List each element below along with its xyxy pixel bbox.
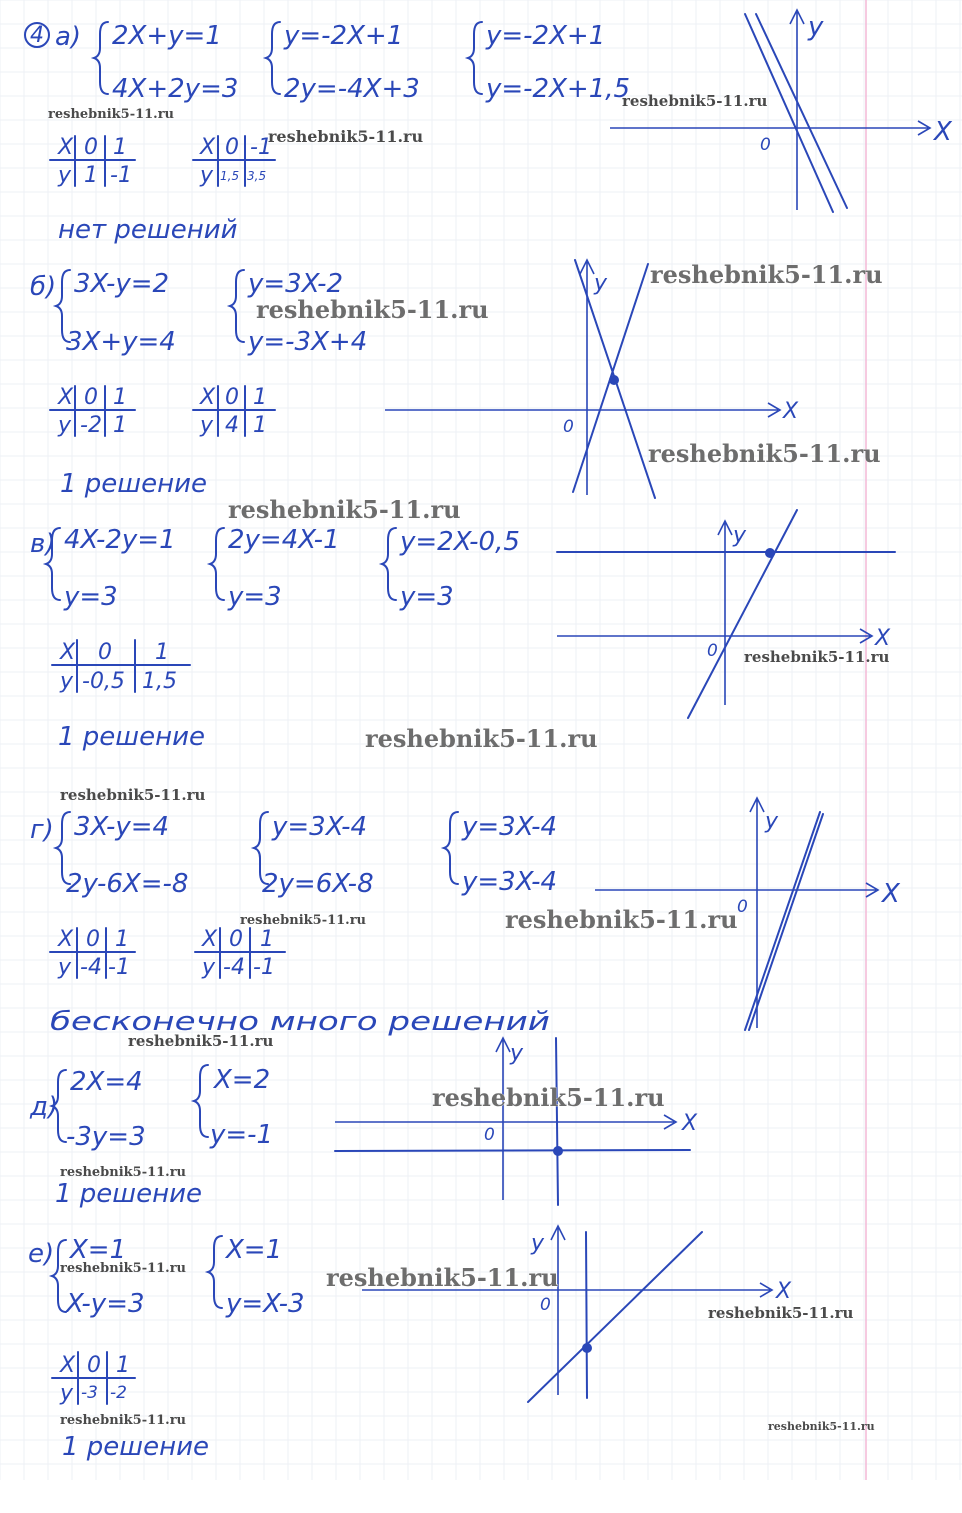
- value-table: [193, 385, 275, 438]
- table-cell: 1: [84, 163, 98, 188]
- value-table: [50, 385, 135, 438]
- table-cell: 1,5: [220, 169, 240, 183]
- watermark: reshebnik5-11.ru: [648, 439, 881, 468]
- graph-line: [745, 14, 833, 212]
- part-letter: в): [30, 529, 56, 559]
- watermark: reshebnik5-11.ru: [256, 295, 489, 324]
- intersection-point: [553, 1146, 563, 1156]
- equation: 2y=-4X+3: [284, 74, 420, 104]
- y-axis-label: y: [531, 1231, 545, 1256]
- watermark: reshebnik5-11.ru: [708, 1304, 854, 1322]
- graph-line: [749, 814, 823, 1030]
- intersection-point: [765, 548, 775, 558]
- table-cell: 1: [115, 927, 129, 952]
- equation: 3X-y=4: [74, 812, 170, 842]
- table-cell: y: [60, 669, 74, 694]
- equation: y=2X-0,5: [400, 527, 520, 557]
- equation: 2X+y=1: [112, 21, 222, 51]
- watermark: reshebnik5-11.ru: [128, 1032, 274, 1050]
- watermark: reshebnik5-11.ru: [744, 648, 890, 666]
- origin-label: 0: [563, 417, 574, 437]
- equation: y=3X-2: [248, 269, 344, 299]
- y-axis: [551, 1226, 565, 1395]
- table-cell: y: [202, 955, 216, 980]
- watermark: reshebnik5-11.ru: [268, 127, 424, 146]
- equation: y=3: [64, 582, 118, 612]
- part-g: [30, 798, 901, 1037]
- table-cell: X: [200, 385, 216, 410]
- table-cell: 1: [113, 385, 127, 410]
- part-d: [29, 1038, 698, 1209]
- table-cell: y: [58, 955, 72, 980]
- x-axis-label: X: [882, 879, 900, 909]
- table-cell: X: [202, 927, 218, 952]
- part-letter: г): [30, 815, 54, 845]
- answer-text: 1 решение: [55, 1179, 202, 1209]
- system-brace: [194, 1065, 208, 1137]
- watermark: reshebnik5-11.ru: [48, 107, 175, 122]
- table-cell: 1: [253, 385, 267, 410]
- equation: 3X+y=4: [66, 327, 176, 357]
- watermark: reshebnik5-11.ru: [622, 92, 768, 110]
- answer-text: нет решений: [58, 215, 238, 245]
- equation: X=1: [70, 1235, 127, 1265]
- table-cell: -4: [80, 955, 102, 980]
- watermark: reshebnik5-11.ru: [240, 913, 367, 928]
- table-cell: X: [58, 927, 74, 952]
- table-cell: X: [60, 1353, 76, 1378]
- equation: y=-2X+1,5: [486, 74, 631, 104]
- equation: -3y=3: [66, 1122, 146, 1152]
- part-letter: д): [30, 1092, 59, 1122]
- equation: X=2: [214, 1065, 271, 1095]
- equation: 4X+2y=3: [112, 74, 239, 104]
- y-axis-label: y: [808, 12, 824, 42]
- x-axis-label: X: [682, 1111, 698, 1136]
- table-cell: 0: [229, 927, 243, 952]
- table-cell: 1: [113, 413, 127, 438]
- system-brace: [210, 528, 224, 600]
- intersection-point: [582, 1343, 592, 1353]
- equation: X=1: [226, 1235, 283, 1265]
- table-cell: 3,5: [247, 169, 267, 183]
- x-axis-label: X: [776, 1279, 792, 1304]
- table-cell: -1: [253, 955, 275, 980]
- watermark: reshebnik5-11.ru: [326, 1263, 559, 1292]
- table-cell: y: [58, 163, 72, 188]
- system-brace: [52, 1070, 66, 1142]
- part-a: [25, 10, 953, 245]
- x-axis-label: X: [783, 399, 799, 424]
- table-cell: 0: [225, 385, 239, 410]
- table-cell: 0: [225, 135, 239, 160]
- problem-number: 4: [30, 23, 44, 48]
- table-cell: 1: [113, 135, 127, 160]
- table-cell: 0: [87, 1353, 101, 1378]
- watermark: reshebnik5-11.ru: [650, 260, 883, 289]
- equation: X-y=3: [66, 1289, 145, 1319]
- part-letter: е): [28, 1239, 55, 1269]
- equation: 2y=6X-8: [262, 869, 374, 899]
- origin-label: 0: [484, 1125, 495, 1145]
- table-cell: 1: [253, 413, 267, 438]
- watermark: reshebnik5-11.ru: [60, 1261, 187, 1276]
- equation: y=-3X+4: [248, 327, 368, 357]
- equation: 2X=4: [70, 1067, 143, 1097]
- table-cell: -4: [223, 955, 245, 980]
- table-cell: 0: [84, 135, 98, 160]
- table-cell: X: [60, 640, 76, 665]
- graph-line: [528, 1232, 702, 1402]
- equation: 2y-6X=-8: [66, 869, 189, 899]
- y-axis-label: y: [733, 523, 747, 548]
- equation: y=3X-4: [462, 867, 558, 897]
- x-axis-label: X: [934, 117, 952, 147]
- equation: 4X-2y=1: [64, 525, 176, 555]
- part-letter: б): [30, 272, 57, 302]
- value-table: [193, 135, 275, 188]
- x-axis: [335, 1115, 676, 1129]
- watermark: reshebnik5-11.ru: [432, 1083, 665, 1112]
- system-brace: [230, 270, 244, 342]
- x-axis: [385, 403, 780, 417]
- table-cell: -3: [81, 1383, 98, 1403]
- equation: y=-2X+1: [284, 21, 404, 51]
- table-cell: y: [200, 163, 214, 188]
- origin-label: 0: [540, 1295, 551, 1315]
- table-cell: 1: [260, 927, 274, 952]
- table-cell: y: [200, 413, 214, 438]
- equation: y=-1: [210, 1120, 274, 1150]
- table-cell: 1: [155, 640, 169, 665]
- watermark: reshebnik5-11.ru: [505, 905, 738, 934]
- table-cell: 0: [84, 385, 98, 410]
- graph: [557, 510, 895, 718]
- answer-text: 1 решение: [62, 1432, 209, 1462]
- table-cell: 0: [86, 927, 100, 952]
- origin-label: 0: [737, 897, 748, 917]
- y-axis-label: y: [510, 1041, 524, 1066]
- y-axis-label: y: [765, 809, 779, 834]
- equation: y=-2X+1: [486, 21, 606, 51]
- watermark: reshebnik5-11.ru: [60, 1165, 187, 1180]
- table-cell: y: [58, 413, 72, 438]
- equation: y=X-3: [226, 1289, 305, 1319]
- value-table: [50, 135, 135, 188]
- equation: y=3X-4: [462, 812, 558, 842]
- table-cell: -1: [110, 163, 132, 188]
- part-letter: а): [55, 22, 82, 52]
- equation: y=3: [228, 582, 282, 612]
- value-table: [50, 927, 135, 980]
- graph: [335, 1038, 698, 1205]
- graph-line: [556, 1038, 558, 1205]
- equation: y=3: [400, 582, 454, 612]
- table-cell: -2: [80, 413, 102, 438]
- graph-line: [756, 14, 847, 208]
- intersection-point: [609, 375, 619, 385]
- equation: y=3X-4: [272, 812, 368, 842]
- table-cell: X: [58, 385, 74, 410]
- table-cell: -0,5: [82, 669, 125, 694]
- watermarks: [48, 92, 889, 1433]
- watermark: reshebnik5-11.ru: [365, 724, 598, 753]
- x-axis: [610, 121, 930, 135]
- watermark: reshebnik5-11.ru: [60, 786, 206, 804]
- table-cell: y: [60, 1381, 74, 1406]
- part-v: [30, 510, 895, 752]
- table-cell: 1: [116, 1353, 130, 1378]
- watermark: reshebnik5-11.ru: [60, 1413, 187, 1428]
- table-cell: X: [58, 135, 74, 160]
- table-cell: -1: [108, 955, 130, 980]
- equation: 3X-y=2: [74, 269, 170, 299]
- graph-line: [335, 1150, 690, 1151]
- table-cell: X: [200, 135, 216, 160]
- graph-line: [586, 1232, 587, 1398]
- x-axis: [595, 883, 878, 897]
- system-brace: [266, 22, 280, 94]
- equation: 2y=4X-1: [228, 525, 340, 555]
- answer-text: 1 решение: [58, 722, 205, 752]
- origin-label: 0: [707, 641, 718, 661]
- watermark: reshebnik5-11.ru: [768, 1420, 875, 1433]
- table-cell: -1: [250, 135, 272, 160]
- watermark: reshebnik5-11.ru: [228, 495, 461, 524]
- value-table: [52, 1352, 135, 1406]
- answer-text: бесконечно много решений: [50, 1007, 550, 1037]
- table-cell: 0: [98, 640, 112, 665]
- table-cell: -2: [110, 1383, 127, 1403]
- graph: [610, 10, 953, 212]
- table-cell: 4: [225, 413, 239, 438]
- x-axis-label: X: [875, 626, 891, 651]
- y-axis-label: y: [594, 271, 608, 296]
- origin-label: 0: [760, 135, 771, 155]
- answer-text: 1 решение: [60, 469, 207, 499]
- table-cell: 1,5: [142, 669, 177, 694]
